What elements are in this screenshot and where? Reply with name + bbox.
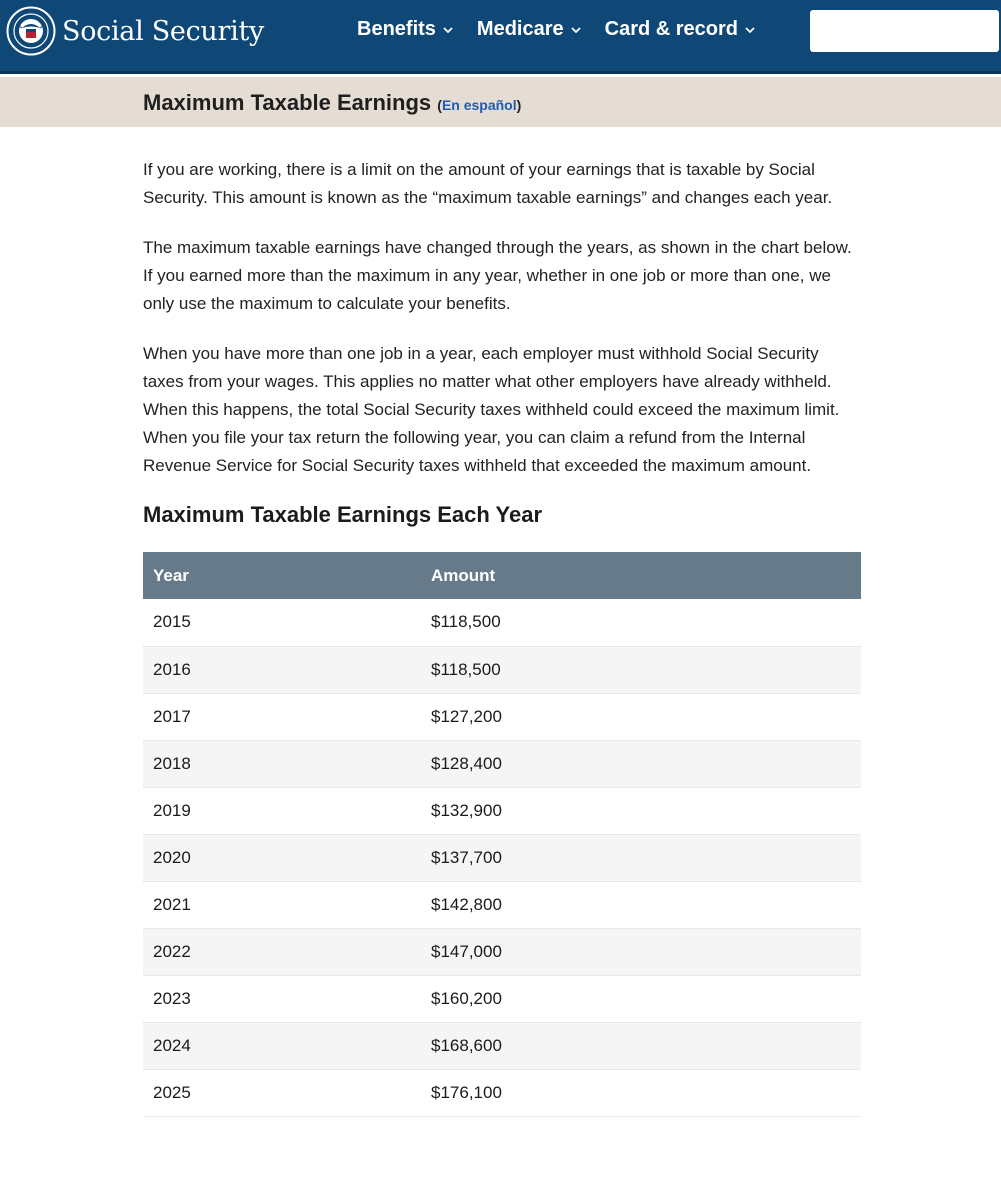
year-cell: 2015 [143, 599, 421, 646]
year-cell: 2020 [143, 834, 421, 881]
lang-close-paren: ) [516, 97, 522, 113]
chevron-down-icon [570, 24, 582, 36]
search-input[interactable] [810, 10, 999, 52]
table-row [143, 881, 861, 928]
table-row [143, 1022, 861, 1069]
multiple-jobs-paragraph: When you have more than one job in a year, each employer must withhold Social Security taxes from your wages. This applies no matter what other employers have already withheld. When this happens, the total Social Security taxes withheld could exceed the maximum limit. When you file your tax return the following year, you can claim a refund from the Internal Revenue Service for Social Security taxes withheld that exceeded the maximum amount. [143, 344, 840, 475]
lang-open-paren: ( [437, 97, 442, 113]
nav-card-record-label: Card & record [604, 18, 738, 40]
main-content [143, 156, 863, 1117]
amount-cell: $147,000 [421, 928, 861, 975]
page-title [143, 90, 521, 116]
spanish-link[interactable]: En español [441, 97, 517, 113]
year-cell: 2018 [143, 740, 421, 787]
table-row [143, 693, 861, 740]
table-row [143, 740, 861, 787]
nav-benefits[interactable] [357, 18, 454, 41]
amount-cell: $137,700 [421, 834, 861, 881]
header-year: Year [143, 552, 421, 599]
amount-cell: $127,200 [421, 693, 861, 740]
main-nav [357, 18, 779, 41]
year-cell: 2024 [143, 1022, 421, 1069]
year-cell: 2021 [143, 881, 421, 928]
home-link[interactable] [6, 6, 264, 56]
year-cell: 2019 [143, 787, 421, 834]
amount-cell: $132,900 [421, 787, 861, 834]
year-cell: 2016 [143, 646, 421, 693]
history-paragraph: The maximum taxable earnings have changed through the years, as shown in the chart below. If you earned more than the maximum in any year, whether in one job or more than one, we only use the maximum to calculate your benefits. [143, 238, 852, 313]
year-cell: 2017 [143, 693, 421, 740]
table-header-row [143, 552, 861, 599]
year-cell: 2025 [143, 1069, 421, 1116]
nav-card-record[interactable] [605, 18, 756, 41]
nav-benefits-label: Benefits [357, 18, 436, 40]
year-cell: 2023 [143, 975, 421, 1022]
table-row [143, 928, 861, 975]
site-header [0, 0, 1001, 74]
chevron-down-icon [744, 24, 756, 36]
brand-name: Social Security [62, 15, 264, 47]
table-row [143, 834, 861, 881]
intro-paragraph: If you are working, there is a limit on the amount of your earnings that is taxable by Social Security. This amount is known as the “maximum taxable earnings” and changes each year. [143, 160, 833, 207]
ssa-seal-icon [6, 6, 56, 56]
table-heading: Maximum Taxable Earnings Each Year [143, 502, 543, 527]
header-amount: Amount [421, 552, 861, 599]
table-row [143, 599, 861, 646]
amount-cell: $118,500 [421, 646, 861, 693]
nav-medicare-label: Medicare [476, 18, 564, 40]
amount-cell: $160,200 [421, 975, 861, 1022]
earnings-table [143, 552, 861, 1117]
title-bar [0, 77, 1001, 127]
table-row [143, 787, 861, 834]
page-title-text: Maximum Taxable Earnings [143, 90, 432, 115]
table-row [143, 1069, 861, 1116]
chevron-down-icon [442, 24, 454, 36]
amount-cell: $142,800 [421, 881, 861, 928]
nav-medicare[interactable] [477, 18, 582, 41]
table-row [143, 975, 861, 1022]
amount-cell: $118,500 [421, 599, 861, 646]
year-cell: 2022 [143, 928, 421, 975]
amount-cell: $176,100 [421, 1069, 861, 1116]
table-row [143, 646, 861, 693]
amount-cell: $128,400 [421, 740, 861, 787]
amount-cell: $168,600 [421, 1022, 861, 1069]
